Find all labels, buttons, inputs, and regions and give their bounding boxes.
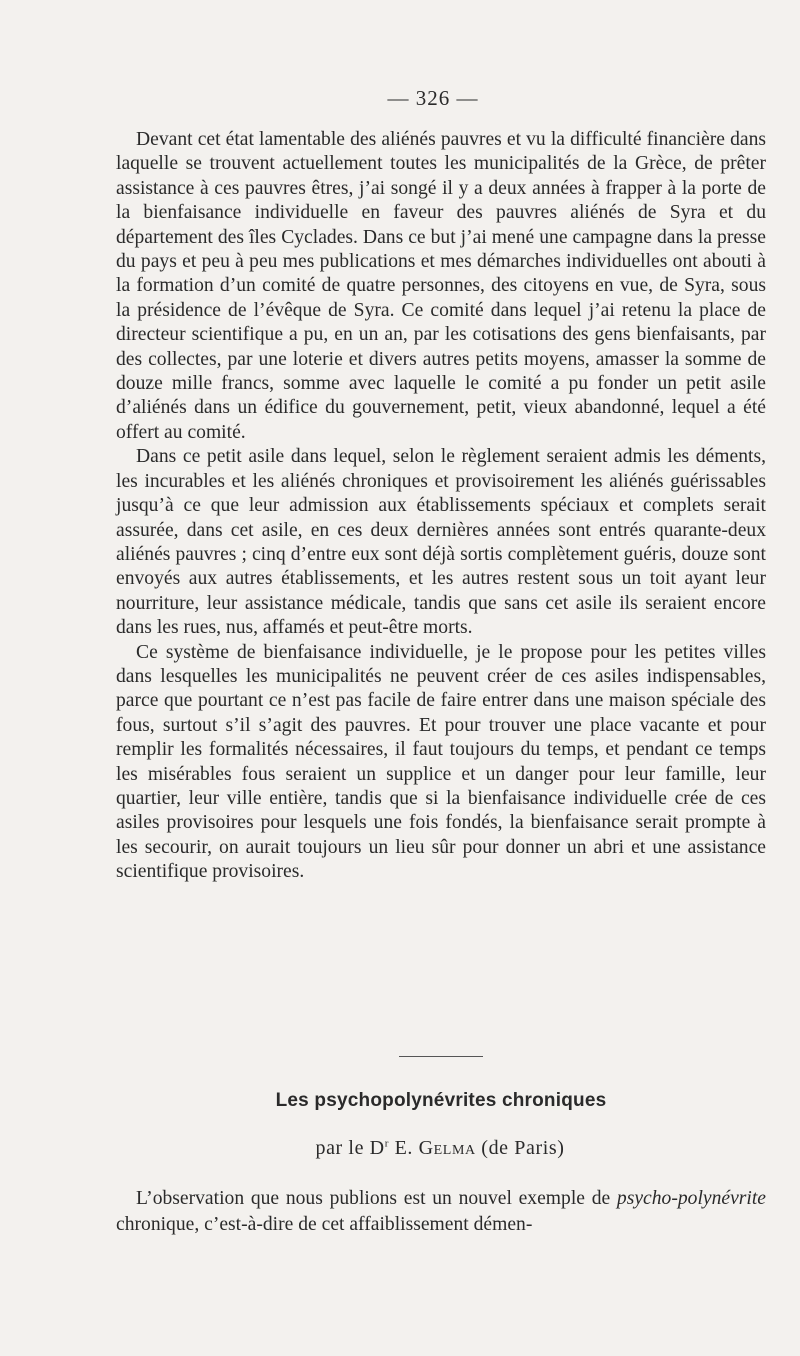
- section-divider: [399, 1056, 483, 1057]
- intro-emphasis: psycho-polynévrite: [616, 1188, 766, 1209]
- article-intro: [116, 1186, 766, 1238]
- byline-sup: r: [384, 1137, 389, 1150]
- byline-suffix: (de Paris): [475, 1137, 565, 1159]
- body-text: [116, 128, 766, 885]
- page-number: — 326 —: [387, 86, 479, 110]
- article-title: Les psychopolynévrites chroniques: [275, 1090, 607, 1111]
- paragraph-3: Ce système de bienfaisance individuelle, je le propose pour les petites villes dans lesquelles les municipalités ne peuvent créer de ces asiles indispensables, parce que pourtant ce n’est pas facile de faire entrer dans une maison spéciale des fous, surtout s’il s’agit des pauvres. Et pour trouver une place vacante et pour remplir les formalités nécessaires, il faut toujours du temps, et pendant ce temps les misérables fous seraient un supplice et un danger pour leur famille, leur quartier, leur ville entière, tandis que si la bienfaisance individuelle crée de ces asiles provisoires pour lesquels une fois fondés, la bienfaisance serait prompte à les secourir, on aurait toujours un lieu sûr pour donner un abri et une assistance scientifique provisoires.: [116, 641, 766, 883]
- article-byline: [0, 1137, 800, 1160]
- byline-initial: E.: [388, 1137, 419, 1159]
- intro-text-1: L’observation que nous publions est un nouvel exemple de: [136, 1188, 617, 1209]
- article-intro-paragraph: [116, 1186, 766, 1238]
- paragraph-2: Dans ce petit asile dans lequel, selon le règlement seraient admis les déments, les incurables et les aliénés chroniques et provisoirement les aliénés guérissables jusqu’à ce que leur admission aux établissements spéciaux et complets serait assurée, dans cet asile, en ces deux dernières années sont entrés quarante-deux aliénés pauvres ; cinq d’entre eux sont déjà sortis complètement guéris, douze sont envoyés aux autres établissements, et les autres restent sous un toit ayant leur nourriture, leur assistance médicale, tandis que sans cet asile ils seraient encore dans les rues, nus, affamés et peut-être morts.: [116, 446, 766, 639]
- author-name: Gelma: [418, 1137, 476, 1159]
- paragraph-1: Devant cet état lamentable des aliénés pauvres et vu la difficulté financière dans laquelle se trouvent actuellement toutes les municipalités de la Grèce, de prêter assistance à ces pauvres êtres, j’ai songé il y a deux années à frapper à la porte de la bienfaisance individuelle en faveur des pauvres aliénés de Syra et du département des îles Cyclades. Dans ce but j’ai mené une campagne dans la presse du pays et peu à peu mes publications et mes démarches individuelles ont abouti à la formation d’un comité de quatre personnes, des citoyens en vue, de Syra, sous la présidence de l’évêque de Syra. Ce comité dans lequel j’ai retenu la place de directeur scientifique a pu, en un an, par les cotisations des gens bienfaisants, par des collectes, par une loterie et divers autres petits moyens, amasser la somme de douze mille francs, somme avec laquelle le comité a pu fonder un petit asile d’aliénés dans un édifice du gouvernement, petit, vieux abandonné, lequel a été offert au comité.: [116, 129, 766, 443]
- intro-text-2: chronique, c’est-à-dire de cet affaiblissement démen-: [116, 1214, 533, 1235]
- byline-prefix: par le D: [315, 1137, 385, 1159]
